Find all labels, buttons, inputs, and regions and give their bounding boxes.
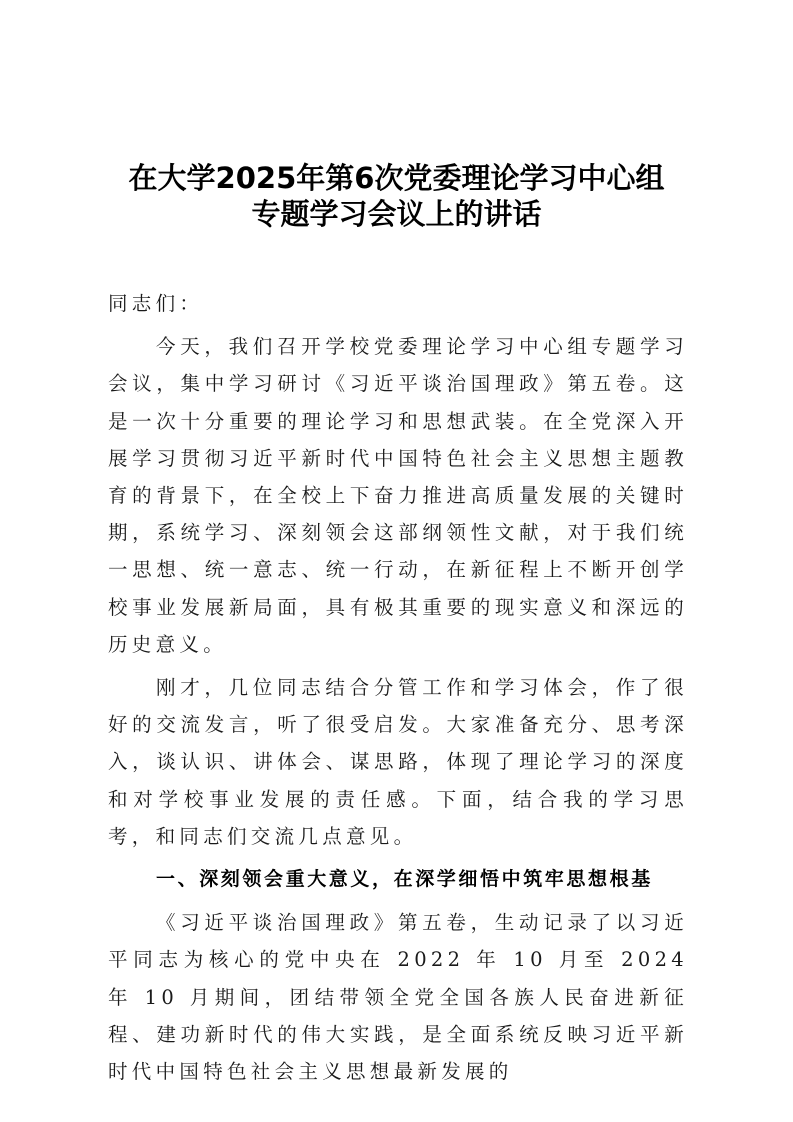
paragraph-exchange: 刚才，几位同志结合分管工作和学习体会，作了很好的交流发言，听了很受启发。大家准备充分、思考深入，谈认识、讲体会、谋思路，体现了理论学习的深度和对学校事业发展的责任感。下面，结合我的学习思考，和同志们交流几点意见。: [108, 676, 688, 848]
title-line-1: 在大学2025年第6次党委理论学习中心组: [128, 161, 665, 195]
document-body: [108, 285, 688, 1096]
section-1-paragraph: 《习近平谈治国理政》第五卷，生动记录了以习近平同志为核心的党中央在 2022 年 10 月至 2024 年 10 月期间，团结带领全党全国各族人民奋进新征程、建功新时代的伟大实践，是全面系统反映习近平新时代中国特色社会主义思想最新发展的: [108, 911, 688, 1084]
document-title: [60, 160, 733, 232]
title-line-2: 专题学习会议上的讲话: [251, 197, 542, 231]
section-heading-1: 一、深刻领会重大意义，在深学细悟中筑牢思想根基: [156, 868, 653, 891]
salutation: 同志们：: [108, 292, 204, 315]
paragraph-opening: 今天，我们召开学校党委理论学习中心组专题学习会议，集中学习研讨《习近平谈治国理政》第五卷。这是一次十分重要的理论学习和思想武装。在全党深入开展学习贯彻习近平新时代中国特色社会主义思想主题教育的背景下，在全校上下奋力推进高质量发展的关键时期，系统学习、深刻领会这部纲领性文献，对于我们统一思想、统一意志、统一行动，在新征程上不断开创学校事业发展新局面，具有极其重要的现实意义和深远的历史意义。: [108, 335, 688, 656]
